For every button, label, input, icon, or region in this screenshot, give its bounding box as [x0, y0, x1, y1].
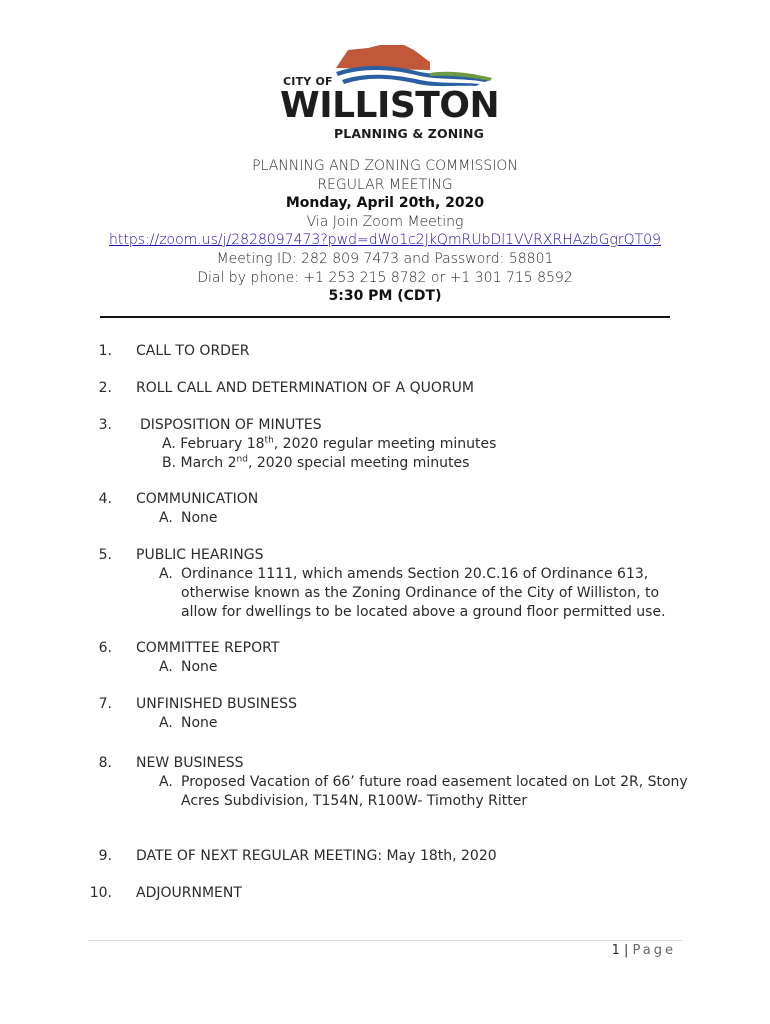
minutes-feb: A. February 18th, 2020 regular meeting minutes	[162, 435, 497, 452]
page-separator: |	[623, 943, 629, 958]
item-number: 5.	[98, 547, 112, 563]
meeting-date: Monday, April 20th, 2020	[285, 195, 485, 212]
item-title: DISPOSITION OF MINUTES	[140, 417, 322, 433]
item-number: 8.	[98, 755, 112, 771]
header-divider	[100, 316, 670, 318]
item-title: ADJOURNMENT	[136, 885, 242, 901]
meeting-type: REGULAR MEETING	[317, 176, 453, 193]
item-number: 7.	[98, 696, 112, 712]
meeting-id: Meeting ID: 282 809 7473 and Password: 58801	[216, 250, 554, 267]
item-number: 1.	[98, 343, 112, 359]
logo-city-of: CITY OF	[283, 75, 333, 88]
minutes-mar: B. March 2nd, 2020 special meeting minutes	[162, 454, 470, 471]
page-word: Page	[632, 943, 676, 958]
logo-department: PLANNING & ZONING	[334, 126, 484, 141]
item-number: 4.	[98, 491, 112, 507]
city-logo	[280, 40, 500, 145]
page-footer	[612, 943, 676, 958]
meeting-header	[0, 157, 770, 306]
item-title: PUBLIC HEARINGS	[136, 547, 264, 563]
item-title: CALL TO ORDER	[136, 343, 250, 359]
dial-in: Dial by phone: +1 253 215 8782 or +1 301 715 8592	[197, 269, 573, 286]
item-number: 6.	[98, 640, 112, 656]
item-title: DATE OF NEXT REGULAR MEETING: May 18th, 2020	[136, 848, 497, 864]
logo-name: WILLISTON	[280, 85, 500, 126]
zoom-link[interactable]: https://zoom.us/j/2828097473?pwd=dWo1c2JkQmRUbDl1VVRXRHAzbGgrQT09	[109, 232, 661, 249]
item-number: 9.	[98, 848, 112, 864]
item-title: COMMITTEE REPORT	[136, 640, 280, 656]
item-title: COMMUNICATION	[136, 491, 259, 507]
item-number: 3.	[98, 417, 112, 433]
via-zoom: Via Join Zoom Meeting	[306, 213, 464, 230]
item-title: ROLL CALL AND DETERMINATION OF A QUORUM	[136, 380, 474, 396]
item-title: NEW BUSINESS	[136, 755, 244, 771]
item-number: 2.	[98, 380, 112, 396]
footer-divider	[88, 940, 682, 941]
item-number: 10.	[89, 885, 112, 901]
item-title: UNFINISHED BUSINESS	[136, 696, 297, 712]
page-number: 1	[611, 943, 620, 958]
meeting-time: 5:30 PM (CDT)	[328, 288, 442, 305]
commission-title: PLANNING AND ZONING COMMISSION	[252, 158, 518, 174]
